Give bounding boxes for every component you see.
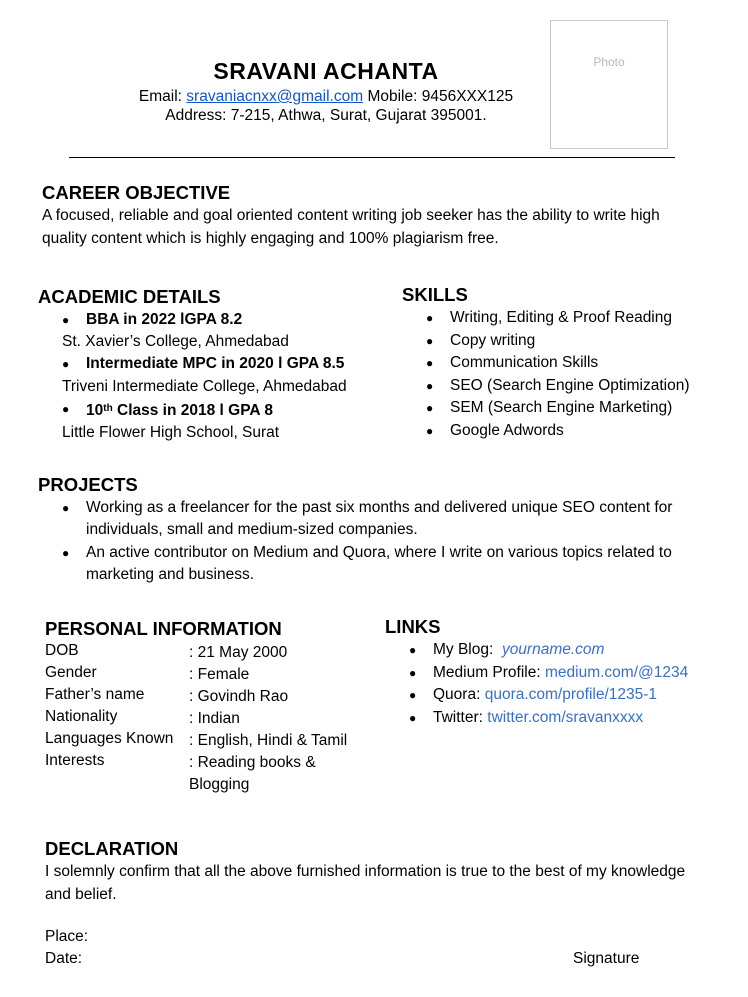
- quora-link[interactable]: quora.com/profile/1235-1: [484, 686, 658, 704]
- skill-item: ● SEO (Search Engine Optimization): [426, 375, 690, 398]
- bullet-icon: ●: [409, 665, 417, 680]
- declaration-heading: DECLARATION: [45, 838, 179, 859]
- personal-label: Interests: [45, 752, 105, 769]
- personal-label: Languages Known: [45, 730, 174, 747]
- declaration-line-2: and belief.: [45, 885, 117, 903]
- link-item: [409, 662, 688, 685]
- link-item: [409, 707, 688, 730]
- bullet-icon: ●: [426, 378, 434, 393]
- email-link[interactable]: sravaniacnxx@gmail.com: [186, 88, 364, 105]
- skill-item: ● Google Adwords: [426, 420, 690, 443]
- personal-value: Blogging: [189, 776, 250, 793]
- academic-item: [62, 398, 347, 422]
- bullet-icon: ●: [426, 356, 434, 371]
- bullet-icon: ●: [409, 710, 417, 725]
- bullet-icon: ●: [62, 313, 70, 327]
- academic-title: Intermediate MPC in 2020 l GPA 8.5: [86, 355, 345, 373]
- bullet-icon: ●: [409, 643, 417, 657]
- career-line-2: quality content which is highly engaging and 100% plagiarism free.: [42, 229, 499, 247]
- personal-value: : Female: [189, 666, 250, 683]
- twitter-link[interactable]: twitter.com/sravanxxxx: [487, 708, 644, 726]
- personal-label: DOB: [45, 642, 79, 659]
- bullet-icon: ●: [426, 333, 434, 348]
- skill-item: ● Copy writing: [426, 330, 690, 353]
- address-line: Address: 7-215, Athwa, Surat, Gujarat 395001.: [165, 107, 487, 124]
- bullet-icon: ●: [426, 423, 434, 438]
- project-item: ● An active contributor on Medium and Quora, where I write on various topics related to marketing and business.: [62, 543, 672, 584]
- skills-list: [426, 307, 690, 443]
- personal-value: : Indian: [189, 710, 240, 727]
- personal-label: Gender: [45, 664, 97, 681]
- blog-link[interactable]: yourname.com: [501, 641, 605, 658]
- personal-info-heading: PERSONAL INFORMATION: [45, 618, 282, 639]
- academic-list: [62, 309, 347, 444]
- career-objective-text: [42, 205, 660, 250]
- place-label: Place:: [45, 928, 89, 945]
- declaration-text: [45, 861, 685, 906]
- header-divider: [69, 157, 675, 158]
- bullet-icon: ●: [62, 545, 70, 560]
- declaration-line-1: I solemnly confirm that all the above furnished information is true to the best of my knowledge: [45, 863, 686, 880]
- personal-label: Father’s name: [45, 686, 145, 703]
- academic-heading: ACADEMIC DETAILS: [38, 286, 221, 307]
- signature-label: Signature: [573, 950, 640, 967]
- academic-school: St. Xavier’s College, Ahmedabad: [62, 333, 289, 351]
- bullet-icon: ●: [409, 688, 417, 703]
- skill-item: ● Writing, Editing & Proof Reading: [426, 307, 690, 330]
- academic-school: Little Flower High School, Surat: [62, 424, 280, 442]
- career-line-1: A focused, reliable and goal oriented content writing job seeker has the ability to write high: [42, 207, 660, 224]
- bullet-icon: ●: [426, 401, 434, 416]
- bullet-icon: ●: [426, 311, 434, 325]
- link-label: Quora:: [433, 686, 481, 704]
- career-objective-heading: CAREER OBJECTIVE: [42, 182, 231, 203]
- date-label: Date:: [45, 950, 83, 967]
- link-label: Medium Profile:: [433, 663, 541, 681]
- academic-title: 10th Class in 2018 l GPA 8: [86, 401, 273, 419]
- candidate-name: SRAVANI ACHANTA: [213, 58, 439, 84]
- link-item: [409, 639, 688, 662]
- personal-value: : Govindh Rao: [189, 688, 289, 705]
- personal-label: Nationality: [45, 708, 118, 725]
- links-heading: LINKS: [385, 616, 441, 637]
- academic-school: Triveni Intermediate College, Ahmedabad: [62, 377, 347, 395]
- links-list: [409, 639, 688, 729]
- project-item: ● Working as a freelancer for the past six months and delivered unique SEO content for individuals, small and medium-sized companies.: [62, 499, 673, 539]
- academic-item: [62, 309, 347, 331]
- photo-placeholder: [550, 20, 668, 149]
- bullet-icon: ●: [62, 357, 70, 372]
- academic-title: BBA in 2022 lGPA 8.2: [86, 311, 243, 328]
- bullet-icon: ●: [62, 501, 70, 515]
- personal-value: : English, Hindi & Tamil: [189, 732, 348, 749]
- personal-value: : 21 May 2000: [189, 644, 288, 661]
- link-label: My Blog:: [433, 641, 494, 658]
- link-label: Twitter:: [433, 708, 483, 726]
- skill-item: ● SEM (Search Engine Marketing): [426, 397, 690, 420]
- medium-link[interactable]: medium.com/@1234: [545, 663, 689, 681]
- email-label: Email:: [138, 88, 182, 105]
- personal-value: : Reading books &: [189, 754, 316, 771]
- projects-heading: PROJECTS: [38, 474, 138, 495]
- projects-list: [62, 497, 672, 587]
- skill-item: ● Communication Skills: [426, 352, 690, 375]
- mobile-number: 9456XXX125: [421, 88, 514, 105]
- academic-item: [62, 353, 347, 375]
- link-item: [409, 684, 688, 707]
- bullet-icon: ●: [62, 401, 70, 416]
- photo-label: Photo: [593, 54, 625, 69]
- skills-heading: SKILLS: [402, 284, 468, 305]
- mobile-label: Mobile:: [367, 88, 418, 105]
